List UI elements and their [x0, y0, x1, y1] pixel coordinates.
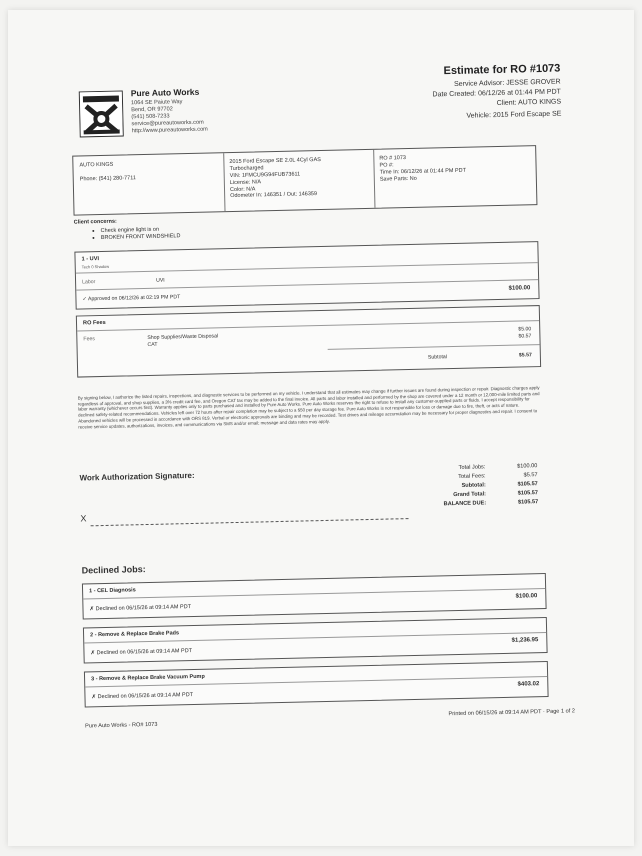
declined-job-card: [84, 661, 549, 708]
authorization-terms: By signing below, I authorize the listed repairs, inspections, and diagnostic services to be performed on my vehicle. I understand that all estimates may change if further issues are found during inspection or repair. Diagnostic charges apply regardless of approval, and shop supplies, a 3% credit card fee, and Oregon CAT tax may be added to the final invoice. All parts and labor installed and performed by the shop are covered under a 12 month or 12,000-mile limited parts and labor warranty (whichever occurs first). Warranty applies only to parts purchased and installed by Pure Auto Works. Pure Auto Works reserves the right to refuse to install any customer-supplied parts or fluids. I accept responsibility for declined safety-related recommendations. Vehicles left over 72 hours after repair completion may be subject to a $50 per day storage fee. Pure Auto Works is not responsible for loss or damage due to fire, theft, or acts of nature. Abandoned vehicles will be processed in accordance with ORS 819. Verbal or electronic approvals are binding and may be recorded. Test drives and mileage accumulation may be necessary for proper diagnostics and repair. I consent to receive service updates, authorizations, invoices, and communications via SMS and/or email; message and data rates may apply.: [77, 385, 540, 430]
service-advisor: Service Advisor: JESSE GROVER: [454, 78, 561, 88]
total-label: BALANCE DUE:: [443, 500, 487, 508]
job-tech: Tech 0 Shadow: [81, 263, 110, 270]
vehicle-engine: Turbocharged: [229, 165, 264, 172]
fees-subtotal: $5.57: [518, 352, 532, 359]
po-number: PO #:: [379, 162, 394, 169]
fees-label: Fees: [83, 336, 95, 343]
declined-jobs-title: Declined Jobs:: [81, 564, 146, 576]
fee-amount: $0.57: [518, 333, 532, 340]
total-row: [418, 499, 538, 511]
customer-vehicle-info-box: [72, 145, 537, 216]
vehicle: Vehicle: 2015 Ford Escape SE: [466, 110, 562, 120]
shop-email: service@pureautoworks.com: [131, 119, 204, 128]
vehicle-color: Color: N/A: [229, 185, 256, 193]
signature-line: [91, 518, 409, 526]
total-value: $105.57: [517, 499, 539, 506]
shop-name: Pure Auto Works: [130, 86, 200, 99]
total-label: Grand Total:: [453, 491, 487, 499]
info-divider: [223, 153, 225, 211]
customer-name: AUTO KINGS: [79, 161, 114, 169]
labor-description: UVI: [156, 277, 165, 284]
vehicle-info: [229, 157, 321, 200]
footer-shop-ro: Pure Auto Works - RO# 1073: [85, 721, 158, 730]
total-label: Total Jobs:: [458, 464, 486, 471]
job-amount: $100.00: [508, 285, 531, 292]
total-value: $100.00: [517, 463, 538, 470]
job-approved-status: ✓ Approved on 06/12/26 at 02:19 PM PDT: [82, 294, 181, 303]
shop-phone: (541) 508-7233: [131, 113, 170, 121]
total-value: $105.57: [517, 481, 538, 488]
total-value: $105.57: [517, 490, 539, 497]
divider: [328, 344, 540, 350]
declined-job-title: 3 - Remove & Replace Brake Vacuum Pump: [91, 673, 205, 683]
divider: [83, 588, 545, 599]
estimate-title: Estimate for RO #1073: [443, 62, 561, 78]
client: Client: AUTO KINGS: [496, 98, 562, 107]
declined-job-title: 1 - CEL Diagnosis: [89, 587, 136, 595]
ro-fees-card: [76, 305, 541, 378]
divider: [76, 279, 538, 290]
vehicle-desc: 2015 Ford Escape SE 2.0L 4Cyl GAS: [229, 156, 321, 166]
totals-block: [417, 463, 538, 511]
job-card: [74, 241, 539, 310]
shop-logo: [79, 90, 124, 137]
declined-job-amount: $100.00: [515, 593, 538, 600]
declined-job-card: [82, 573, 547, 620]
total-value: $5.57: [523, 472, 538, 479]
customer-info: [79, 161, 136, 183]
declined-job-status: ✗ Declined on 06/15/26 at 09:14 AM PDT: [89, 604, 192, 613]
declined-job-title: 2 - Remove & Replace Brake Pads: [90, 630, 180, 639]
customer-phone: Phone: (541) 280-7711: [79, 175, 136, 183]
paper-photo-background: [8, 10, 634, 846]
declined-job-card: [83, 617, 548, 664]
total-label: Subtotal:: [461, 482, 486, 489]
signature-label: Work Authorization Signature:: [79, 470, 195, 483]
shop-address-line: 1064 SE Paiute Way: [130, 99, 183, 107]
save-parts: Save Parts: No: [379, 175, 417, 183]
job-title: 1 - UVI: [81, 256, 100, 263]
date-created: Date Created: 06/12/26 at 01:44 PM PDT: [432, 88, 561, 99]
shop-city-line: Bend, OR 97702: [131, 106, 173, 114]
declined-job-status: ✗ Declined on 06/15/26 at 09:14 AM PDT: [91, 692, 194, 701]
fees-subtotal-label: Subtotal: [427, 354, 447, 361]
vehicle-vin: VIN: 1FMCU9G94FUB73611: [229, 171, 301, 179]
footer-printed-page: Printed on 06/15/26 at 09:14 AM PDT · Page 1 of 2: [448, 708, 576, 718]
info-divider: [373, 150, 375, 208]
fee-description: Shop Supplies/Waste Disposal: [147, 333, 219, 341]
concerns-label: Client concerns:: [73, 218, 117, 226]
total-label: Total Fees:: [458, 473, 486, 480]
fees-title: RO Fees: [82, 319, 106, 327]
divider: [76, 262, 538, 273]
estimate-document: [70, 63, 575, 754]
fee-description: CAT: [147, 341, 158, 348]
shop-website: http://www.pureautoworks.com: [131, 126, 208, 135]
ro-number: RO # 1073: [379, 155, 407, 162]
declined-job-status: ✗ Declined on 06/15/26 at 09:14 AM PDT: [90, 648, 193, 657]
concern-item: ● BROKEN FRONT WINDSHIELD: [92, 233, 181, 242]
vehicle-license: License: N/A: [229, 178, 262, 186]
vehicle-odometer: Odometer In: 146351 / Out: 146359: [230, 191, 318, 200]
declined-job-amount: $1,236.95: [511, 637, 539, 644]
labor-label: Labor: [82, 279, 96, 286]
declined-job-amount: $403.02: [517, 681, 540, 688]
concern-item: ● Check engine light is on: [92, 226, 181, 235]
order-info: [379, 154, 466, 183]
client-concerns: [74, 217, 181, 242]
time-in: Time In: 06/12/26 at 01:44 PM PDT: [379, 167, 467, 176]
fee-amount: $5.00: [518, 326, 532, 333]
divider: [77, 320, 539, 331]
signature-x-mark: X: [80, 513, 87, 524]
